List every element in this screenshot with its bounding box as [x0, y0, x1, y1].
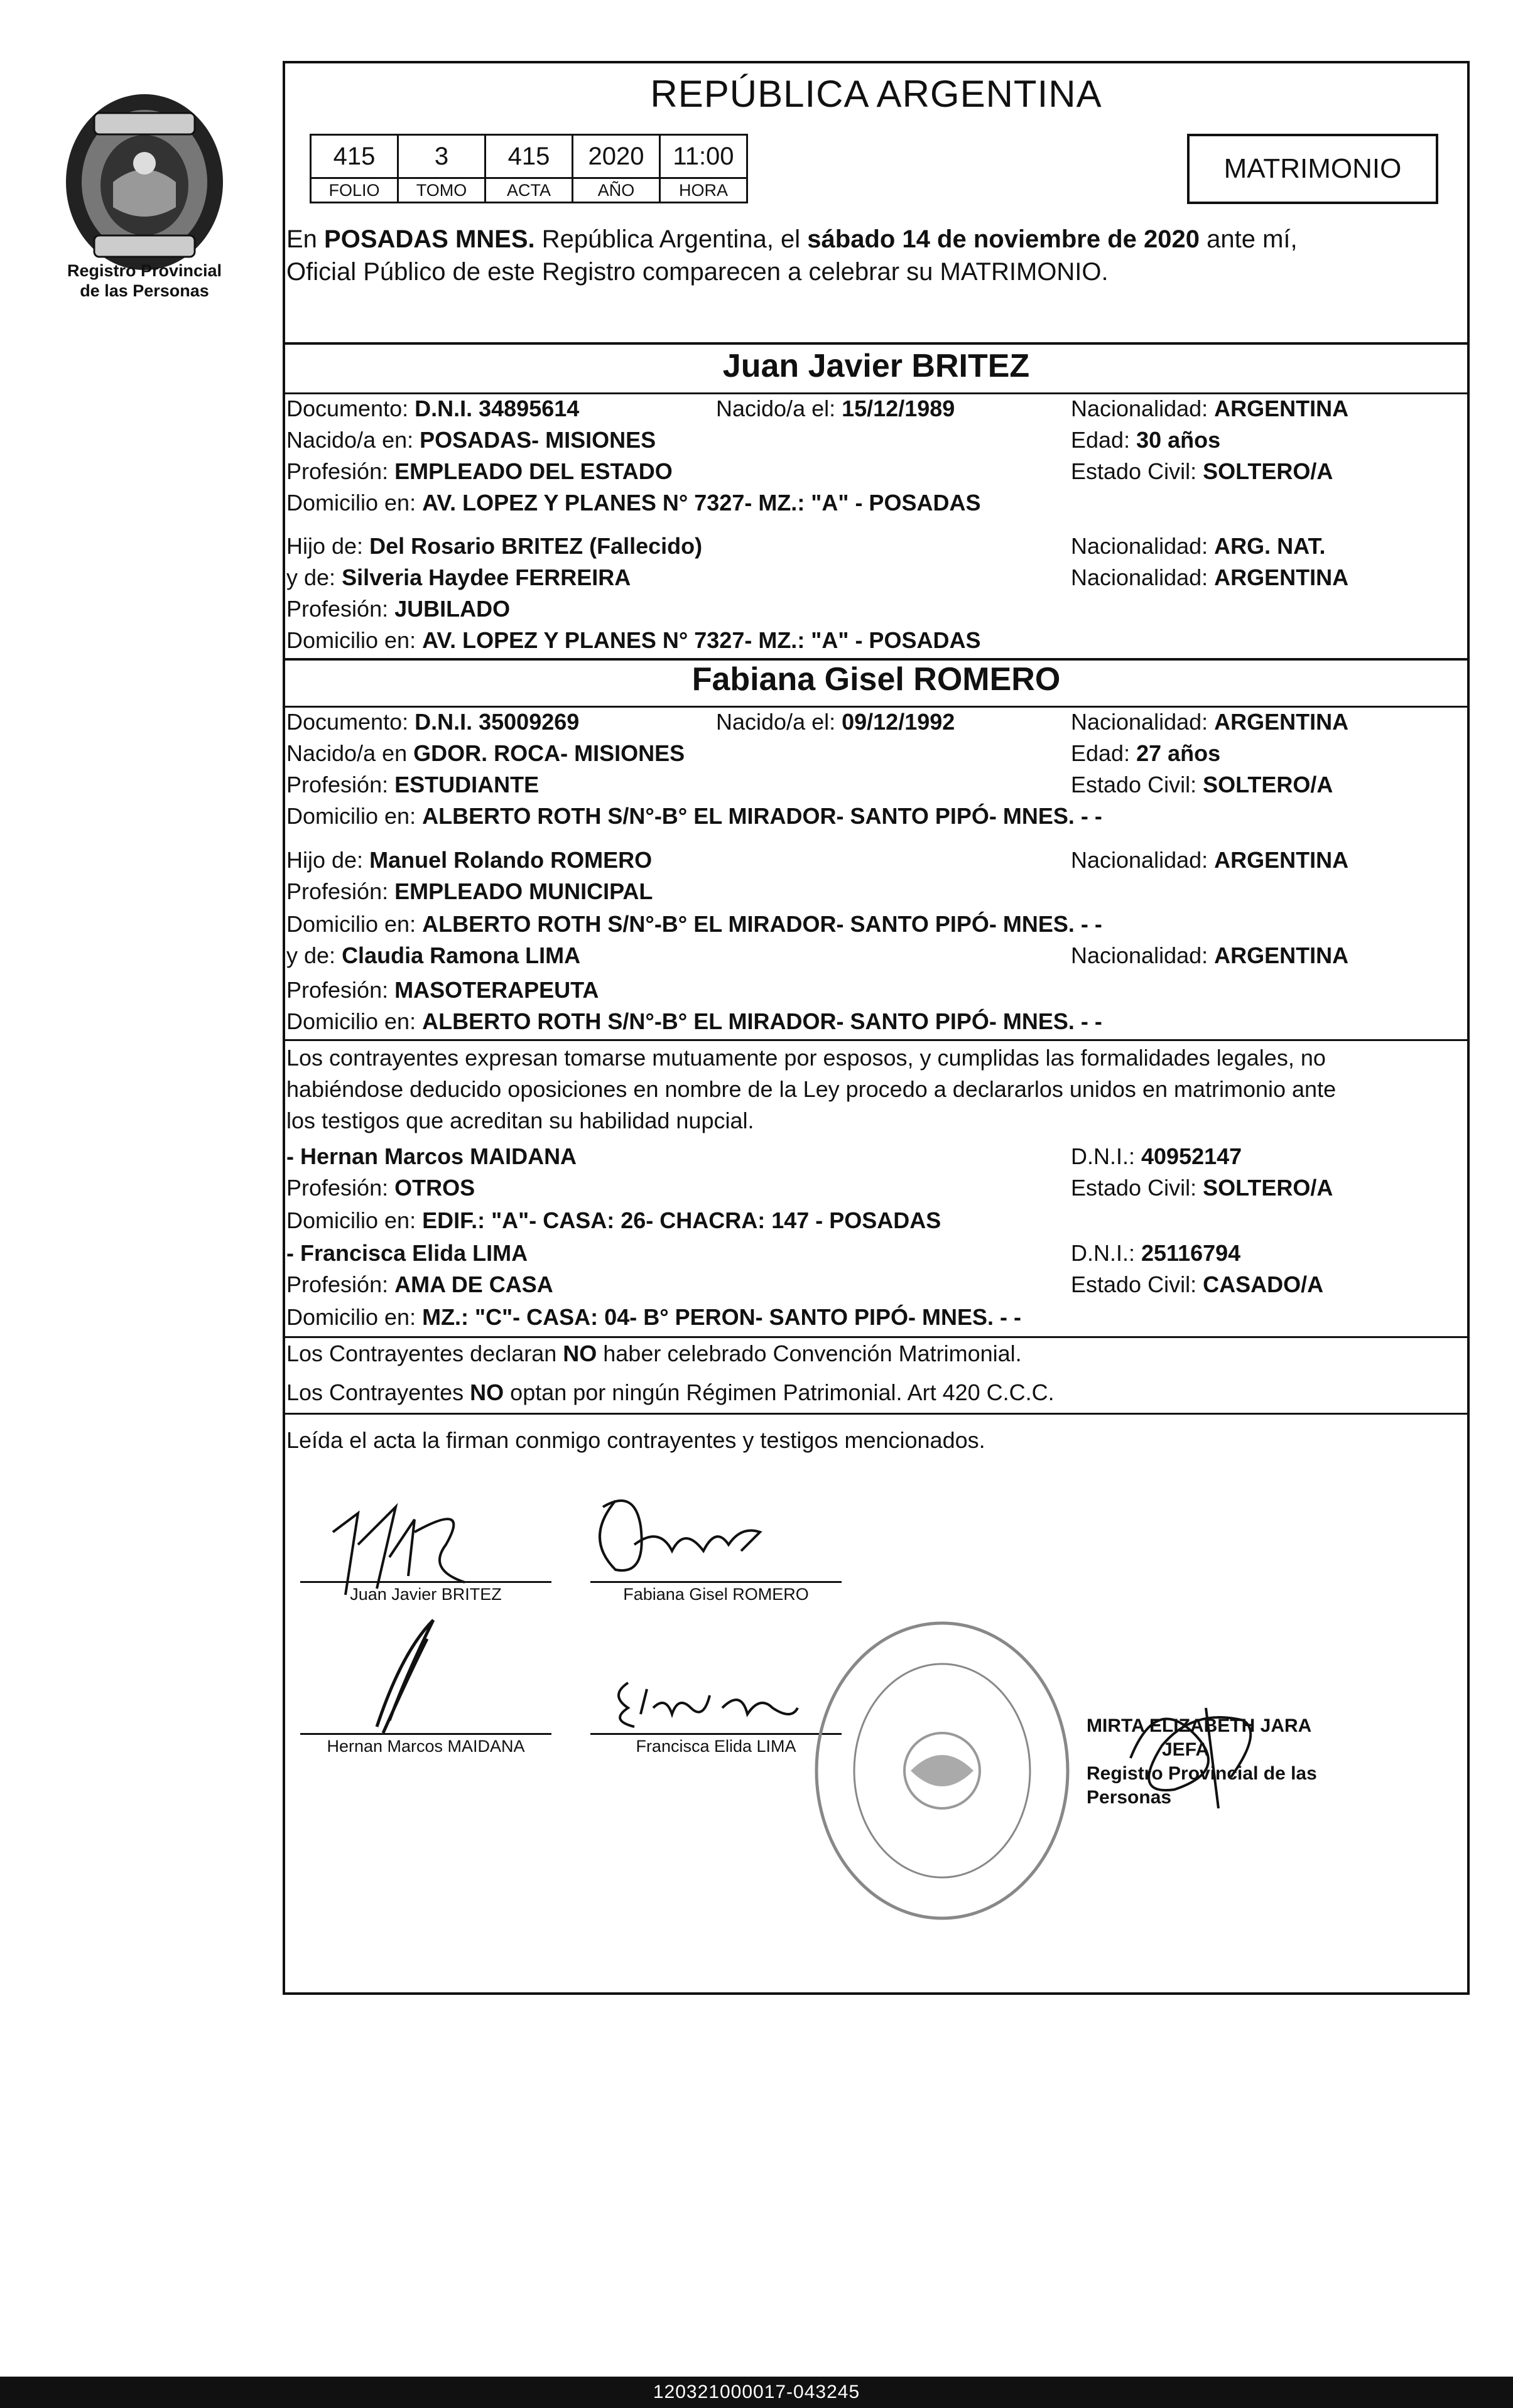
official-seal	[1087, 1714, 1401, 1810]
bride-father-profession: Profesión: EMPLEADO MUNICIPAL	[286, 878, 653, 904]
groom-signature-name: Juan Javier BRITEZ	[350, 1585, 502, 1604]
tomo-label: TOMO	[398, 178, 485, 203]
bride-father: Hijo de: Manuel Rolando ROMERO	[286, 847, 653, 873]
divider	[283, 706, 1470, 708]
groom-signature-line	[300, 1581, 551, 1583]
page-title: REPÚBLICA ARGENTINA	[650, 73, 1102, 115]
bride-mother: y de: Claudia Ramona LIMA	[286, 942, 581, 968]
intro-paragraph: En POSADAS MNES. República Argentina, el sábado 14 de noviembre de 2020 ante mí, Oficial Público de este Registro comparecen a celebrar su MATRIMONIO.	[286, 223, 1467, 288]
patrimonial-regime: Los Contrayentes NO optan por ningún Régimen Patrimonial. Art 420 C.C.C.	[286, 1379, 1055, 1405]
bride-mother-profession: Profesión: MASOTERAPEUTA	[286, 977, 599, 1003]
witness2-signature-name: Francisca Elida LIMA	[636, 1737, 796, 1756]
witness2-profession: Profesión: AMA DE CASA	[286, 1271, 553, 1297]
bride-age: Edad: 27 años	[1071, 740, 1221, 766]
bride-signature	[578, 1476, 779, 1582]
witness1-signature-line	[300, 1733, 551, 1735]
groom-born: Nacido/a el: 15/12/1989	[716, 396, 955, 421]
intro-line2: Oficial Público de este Registro comparecen a celebrar su MATRIMONIO.	[286, 258, 1109, 286]
groom-birthplace: Nacido/a en: POSADAS- MISIONES	[286, 427, 656, 453]
groom-address: Domicilio en: AV. LOPEZ Y PLANES N° 7327- MZ.: "A" - POSADAS	[286, 490, 981, 516]
bride-address: Domicilio en: ALBERTO ROTH S/N°-B° EL MIRADOR- SANTO PIPÓ- MNES. - -	[286, 803, 1102, 829]
bride-mother-nationality: Nacionalidad: ARGENTINA	[1071, 942, 1349, 968]
bride-profession: Profesión: ESTUDIANTE	[286, 772, 540, 797]
bride-birthplace: Nacido/a en GDOR. ROCA- MISIONES	[286, 740, 685, 766]
witness2-signature	[603, 1670, 804, 1733]
registry-stamp	[804, 1614, 1080, 1928]
witness1-address: Domicilio en: EDIF.: "A"- CASA: 26- CHACRA: 147 - POSADAS	[286, 1207, 941, 1233]
intro-date: sábado 14 de noviembre de 2020	[807, 225, 1200, 253]
divider	[283, 1413, 1470, 1415]
bride-signature-line	[590, 1581, 842, 1583]
intro-place: POSADAS MNES.	[324, 225, 535, 253]
bride-civil-status: Estado Civil: SOLTERO/A	[1071, 772, 1333, 797]
witness2-civil-status: Estado Civil: CASADO/A	[1071, 1271, 1324, 1297]
groom-nationality: Nacionalidad: ARGENTINA	[1071, 396, 1349, 421]
official-title: JEFA	[1162, 1739, 1210, 1760]
folio-label: FOLIO	[311, 178, 398, 203]
folio-value: 415	[311, 135, 398, 178]
logo-caption-line2: de las Personas	[80, 281, 209, 300]
bride-signature-name: Fabiana Gisel ROMERO	[623, 1585, 809, 1604]
witness1-signature	[339, 1614, 465, 1739]
witness1-signature-name: Hernan Marcos MAIDANA	[327, 1737, 525, 1756]
document-code-bar: 120321000017-043245	[0, 2377, 1513, 2408]
official-office: Registro Provincial de las Personas	[1087, 1763, 1317, 1808]
tomo-value: 3	[398, 135, 485, 178]
witness2-name: - Francisca Elida LIMA	[286, 1240, 528, 1266]
hora-label: HORA	[660, 178, 747, 203]
groom-father-nationality: Nacionalidad: ARG. NAT.	[1071, 533, 1326, 559]
bride-father-nationality: Nacionalidad: ARGENTINA	[1071, 847, 1349, 873]
witness1-name: - Hernan Marcos MAIDANA	[286, 1143, 577, 1169]
groom-mother-nationality: Nacionalidad: ARGENTINA	[1071, 564, 1349, 590]
bride-nationality: Nacionalidad: ARGENTINA	[1071, 709, 1349, 735]
bride-name: Fabiana Gisel ROMERO	[691, 661, 1061, 698]
logo-caption-line1: Registro Provincial	[67, 261, 222, 280]
witness1-profession: Profesión: OTROS	[286, 1175, 475, 1201]
witness2-dni: D.N.I.: 25116794	[1071, 1240, 1241, 1266]
hora-value: 11:00	[660, 135, 747, 178]
groom-parent-profession: Profesión: JUBILADO	[286, 596, 511, 622]
groom-age: Edad: 30 años	[1071, 427, 1221, 453]
act-type-box: MATRIMONIO	[1187, 134, 1438, 204]
anio-value: 2020	[573, 135, 660, 178]
groom-doc: Documento: D.N.I. 34895614	[286, 396, 580, 421]
witness1-dni: D.N.I.: 40952147	[1071, 1143, 1242, 1169]
declaration-paragraph: Los contrayentes expresan tomarse mutuamente por esposos, y cumplidas las formalidades legales, no habiéndose deducido oposiciones en nombre de la Ley procedo a declararlos unidos en matrimonio ante los testigos que acreditan su habilidad nupcial.	[286, 1045, 1337, 1133]
acta-label: ACTA	[485, 178, 573, 203]
provincia-misiones-emblem	[57, 88, 232, 276]
convention-declaration: Los Contrayentes declaran NO haber celebrado Convención Matrimonial.	[286, 1341, 1022, 1366]
bride-mother-address: Domicilio en: ALBERTO ROTH S/N°-B° EL MIRADOR- SANTO PIPÓ- MNES. - -	[286, 1008, 1102, 1034]
acta-value: 415	[485, 135, 573, 178]
logo-caption	[38, 261, 251, 301]
witness1-civil-status: Estado Civil: SOLTERO/A	[1071, 1175, 1333, 1201]
divider	[283, 392, 1470, 394]
groom-profession: Profesión: EMPLEADO DEL ESTADO	[286, 458, 673, 484]
act-header-table	[310, 134, 748, 203]
divider	[283, 1039, 1470, 1041]
groom-name: Juan Javier BRITEZ	[722, 348, 1030, 384]
witness2-address: Domicilio en: MZ.: "C"- CASA: 04- B° PERON- SANTO PIPÓ- MNES. - -	[286, 1304, 1021, 1330]
groom-mother: y de: Silveria Haydee FERREIRA	[286, 564, 631, 590]
divider	[283, 1336, 1470, 1338]
groom-civil-status: Estado Civil: SOLTERO/A	[1071, 458, 1333, 484]
bride-father-address: Domicilio en: ALBERTO ROTH S/N°-B° EL MIRADOR- SANTO PIPÓ- MNES. - -	[286, 911, 1102, 937]
anio-label: AÑO	[573, 178, 660, 203]
bride-born: Nacido/a el: 09/12/1992	[716, 709, 955, 735]
groom-parent-address: Domicilio en: AV. LOPEZ Y PLANES N° 7327- MZ.: "A" - POSADAS	[286, 627, 981, 653]
official-name: MIRTA ELIZABETH JARA	[1087, 1715, 1312, 1736]
read-statement: Leída el acta la firman conmigo contrayentes y testigos mencionados.	[286, 1427, 985, 1453]
groom-father: Hijo de: Del Rosario BRITEZ (Fallecido)	[286, 533, 703, 559]
bride-doc: Documento: D.N.I. 35009269	[286, 709, 580, 735]
divider	[283, 342, 1470, 345]
